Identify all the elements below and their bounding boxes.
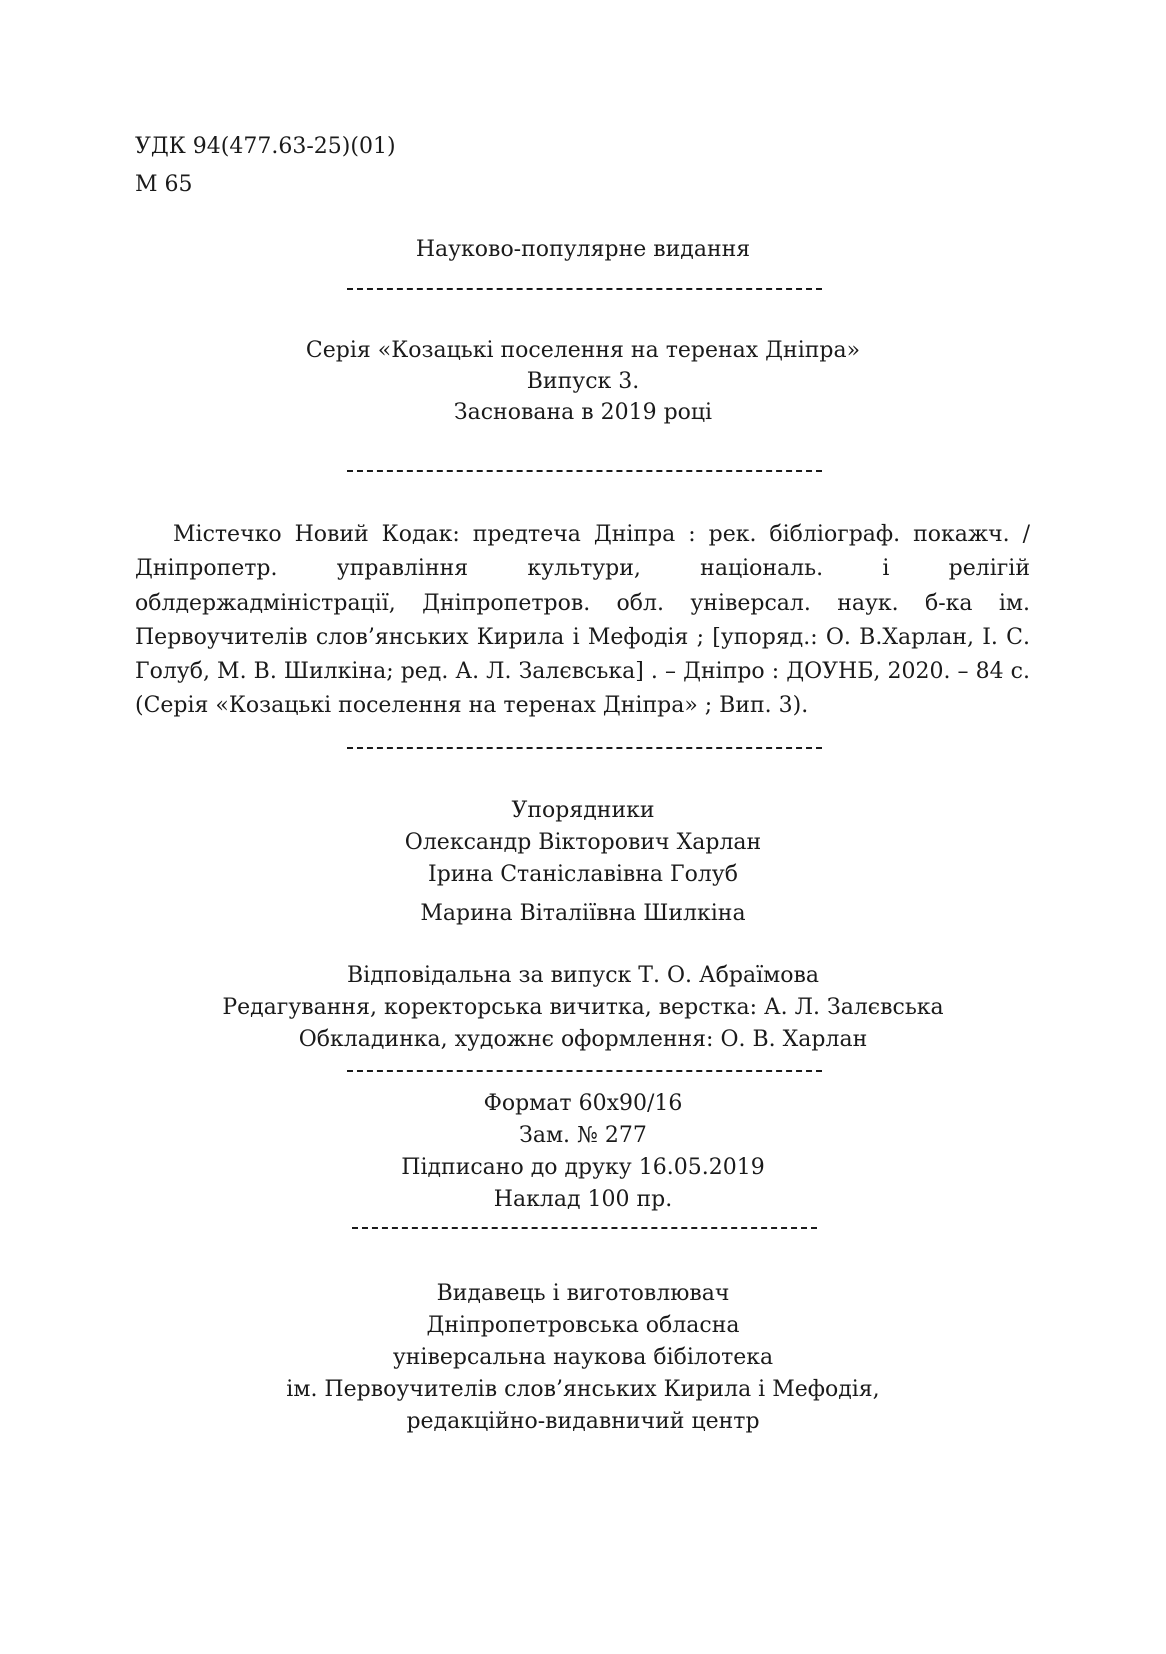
compiler-name: Ірина Станіславівна Голуб <box>428 862 738 887</box>
publisher-line: Дніпропетровська обласна <box>426 1313 740 1338</box>
series-name: Серія «Козацькі поселення на теренах Дніпра» <box>305 338 861 363</box>
series-issue: Випуск 3. <box>526 369 640 394</box>
bibliographic-record: Містечко Новий Кодак: предтеча Дніпра : рек. бібліограф. покажч. / Дніпропетр. управління культури, національ. і релігій облдержадміністрації, Дніпропетров. обл. універсал. наук. б-ка ім. Первоучителів слов’янських Кирила і Мефодія ; [упоряд.: О. В.Харлан, І. С. Голуб, М. В. Шилкіна; ред. А. Л. Залєвська] . – Дніпро : ДОУНБ, 2020. – 84 с. (Серія «Козацькі поселення на теренах Дніпра» ; Вип. 3). <box>135 522 1030 719</box>
credit-line: Редагування, коректорська вичитка, верстка: А. Л. Залєвська <box>222 995 944 1020</box>
print-format: Формат 60х90/16 <box>483 1091 683 1116</box>
publisher-line: редакційно-видавничий центр <box>406 1409 760 1434</box>
publisher-line: універсальна наукова бібілотека <box>392 1345 774 1370</box>
divider-5 <box>352 1227 817 1229</box>
publisher-line: ім. Первоучителів слов’янських Кирила і Мефодія, <box>286 1377 880 1402</box>
divider-2 <box>347 470 822 472</box>
print-order: Зам. № 277 <box>519 1123 647 1148</box>
print-signed: Підписано до друку 16.05.2019 <box>401 1155 765 1180</box>
publisher-line: Видавець і виготовлювач <box>436 1281 730 1306</box>
credit-line: Обкладинка, художнє оформлення: О. В. Харлан <box>298 1027 868 1052</box>
print-run: Наклад 100 пр. <box>493 1187 673 1212</box>
udk-block <box>135 128 396 204</box>
edition-type: Науково-популярне видання <box>415 237 751 262</box>
author-mark: М 65 <box>135 172 193 197</box>
compiler-name: Олександр Вікторович Харлан <box>404 830 762 855</box>
compilers-heading: Упорядники <box>511 798 655 823</box>
divider-3 <box>347 747 822 749</box>
credit-line: Відповідальна за випуск Т. О. Абраїмова <box>347 963 819 988</box>
divider-4 <box>347 1070 822 1072</box>
series-founded: Заснована в 2019 році <box>453 400 713 425</box>
divider-1 <box>347 288 822 290</box>
udk-code: УДК 94(477.63-25)(01) <box>135 134 396 159</box>
compiler-name: Марина Віталіївна Шилкіна <box>420 901 746 926</box>
